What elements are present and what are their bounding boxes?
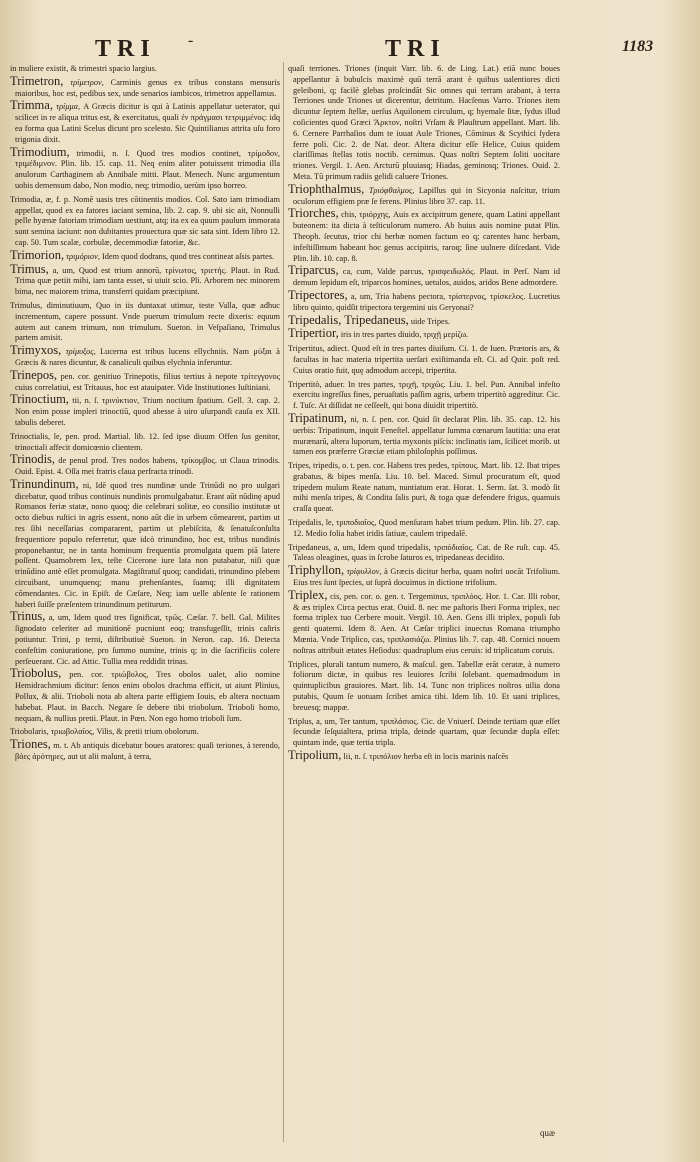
entry-text: Carminis genus ex tribus constans mensuris maioribus, hoc est, pedibus sex, unde senarios iambicos, trimetros appellamus.: [15, 77, 280, 98]
entry-text: uide Tripes.: [410, 316, 450, 326]
headword: Triorches,: [288, 206, 339, 221]
entry-text: Trinoctialis, le, pen. prod. Martial. lib. 12. ſed ipse diuum Offen ſus genitor, trinoctiali affecit domicœnio clientem.: [10, 431, 280, 452]
greek-equivalent: τρίμυξος,: [65, 347, 96, 357]
entry-text: A Græcis dicitur is qui à Latinis appellatur ueterator, qui scilicet in re aliqua tritus est, & exercitatus, quali ἐν πράγμασι τετριμμένος: idq ea forma qua Latini Scelus dicunt pro scelesto. Sic Quintilianus attrita uſu foro trigonia dixit.: [15, 102, 280, 144]
entry-text: Tripes, tripedis, o. t. pen. cor. Habens tres pedes, τρίπους. Mart. lib. 12. Ibat tripes grabatus, & bipes menſa. Liu. 10. bel. Maced. Simul procuratum eſt, quod tripedem mulum Reate natum, nuntiatum erat. Horat. 1. Serm. ſat. 3. modò ſit mihi menſa tripes, & Condita ſalis puri, & toga quæ defendere frigus, quamuis craſſa queat.: [288, 461, 560, 514]
dictionary-entry: [10, 367, 280, 394]
headword: Tripectores,: [288, 287, 348, 302]
greek-equivalent: τριμόριον,: [66, 251, 100, 261]
dictionary-entry: [10, 193, 280, 249]
entry-text: iris in tres partes diuido, τριχῇ μερίζω.: [340, 330, 469, 340]
dictionary-entry: [288, 541, 560, 565]
dictionary-entry: [288, 378, 560, 412]
headword: Trinus,: [10, 609, 46, 624]
dictionary-entry: [10, 73, 280, 100]
headword: Trinepos,: [10, 367, 58, 382]
headword: Trimodium,: [10, 144, 70, 159]
right-column: [288, 62, 560, 1142]
headword: Triparcus,: [288, 263, 339, 278]
entry-text: chis, τριόρχης, Auis ex accipitrum genere, quam Latini appellant buteonem: ita dicta à teſticulorum numero. Ab huius auis nomine putat Plin. Theoph. ſecutus, trior chi herbæ nomen factum eo q; carentes hanc herbam, infeſtiſſimum habeant hoc genus accipitris, raroq; ſine uulnere diſcedant. Vide Plin. lib. 10. cap. 8.: [293, 210, 560, 263]
headword: Trinoctium,: [10, 392, 69, 407]
entry-text: Tripedalis, le, τριποδιαῖος, Quod menſuram habet trium pedum. Plin. lib. 27. cap. 12. Medio folia habet iridis ſatiuæ, caulem tripedalē.: [288, 518, 560, 538]
entry-text: m. t. Ab antiquis dicebatur boues aratores: quaſi teriones, à terendo, βόες ἀρότηρες, aut ut alii malunt, à terra,: [15, 741, 280, 762]
entry-text: à Græcis dicitur herba, quam noſtri uocāt Trifolium. Eius tres ſunt ſpecies, ut ſuprà docuimus in dictione trifolium.: [293, 567, 560, 588]
headword: Trinodis,: [10, 452, 56, 467]
page-number: 1183: [622, 38, 654, 55]
dictionary-entry: [288, 287, 560, 314]
running-head-right: TRI: [385, 36, 446, 62]
entry-text: a, um, Tria habens pectora, τρίστερνος, τρίσκελος. Lucretius libro quinto, quidſit tripectora tergemini uis Geryonai?: [293, 291, 560, 312]
column-rule: [283, 62, 284, 1142]
dictionary-entry: [10, 668, 280, 724]
entry-text: quaſi terriones. Triones (inquit Varr. lib. 6. de Ling. Lat.) etiā nunc boues appellantur à bubulcis maximè quū terrā arant è quibus ualentiores dicti geleiboni, q; facilè glebas proſcindāt Sic omnes qui terram arabant, à terra Terriones unde Triones ut dicerentur, detritum. Hacſenus Varro. Triones item dicuntur ſeptem ſtellæ, uerſus Aquilonem circulum, q; hyemale ſitæ, ſydus illud coſicientes quod Græci Ἄρκτον, noſtri Vrſam & Plauſtrum appellant. Mart. lib. 6. Cernere Parrhaſios dum te iuuat Aule Triones, Cōminus & Scythici ſydera ferre poli. Cic. 2. de Nat. deor. Altera dicitur eſſe Helice, Cuius quidem clariſſimas ſtellas totis noctib. cernimus. Quas noſtri Septem ſoliti uocitare triones. Vergil. 1. Aen. Arcturū pluuiasq; Hiadas, geminosq; Triones. Ouid. 2. Meta. Tū primum radiis gelidi caluere Triones.: [288, 64, 560, 181]
dictionary-entry: [10, 299, 280, 344]
dictionary-entry: [10, 739, 280, 763]
headword: Tripatinum,: [288, 410, 347, 425]
entry-text: Idem quod dodrans, quod tres contineat aſsis partes.: [102, 251, 275, 261]
dictionary-entry: [288, 587, 560, 657]
dictionary-entry: [10, 430, 280, 454]
headword: Trimma,: [10, 98, 53, 113]
headword: Triphyllon,: [288, 563, 345, 578]
left-column: [10, 62, 280, 1142]
entry-text: Trimulus, diminutiuum, Quo in iis duntaxat utimur, teste Valla, quæ adhuc incrementum, capere possunt. Vnde puerum trimulum recte dixeris: equum autem aut canem trimum, non trimulum. Sueton. in Veſpaſiano, Trimulus partem amisit.: [10, 300, 280, 343]
entry-text: a, um, Idem quod tres ſignificat, τρῶς. Cæſar. 7. bell. Gal. Milites ſignodato celeriter ad munitionē pucniunt eoq; transfugeſſit, trinis caſtris potiuntur. Trini, p terni, diſtributiuè Sueton. in Neron. cap. 16. Detecta confeſtim coniuratione, pro ſummo numine, trinis q; in die ſacrificiis colere perſeuerant. Cic. ad Attic. Tullia mea reddidit trinas.: [15, 613, 280, 666]
entry-text: in muliere existit, & trimestri spacio largius.: [10, 64, 157, 73]
headword: Triobolus,: [10, 666, 62, 681]
dictionary-entry: [288, 565, 560, 589]
dictionary-entry: [10, 454, 280, 478]
dictionary-entry: [10, 247, 280, 263]
dictionary-entry: [288, 328, 560, 341]
headword: Trimus,: [10, 261, 49, 276]
dictionary-entry: [288, 516, 560, 540]
running-head-mark: -: [188, 32, 194, 49]
dictionary-entry: [288, 658, 560, 714]
entry-text: ca, cum, Valde parcus, τρισφειδωλός. Plaut. in Perſ. Nam id demum lepidum eſt, triparcos homines, uetulos, auidos, aridos Bene admordere.: [293, 267, 560, 288]
entry-text: Tripertitò, aduer. In tres partes, τριχῆ, τριχῶς. Liu. 1. bel. Pun. Annibal infeſto exercitu ingreſſus fines, peruaſtatis paſſim agris, urbem tripertitò aggreditur. Cic. f. Tuſc. At diſſidat ne ceſſeeſt, qui bona diuidit tripertitò.: [288, 379, 560, 411]
dictionary-entry: [288, 265, 560, 289]
entry-text: Lapillus qui in Sicyonia naſcitur, trium oculorum effigiem præ ſe ferens. Plinius libro 37. cap. 11.: [293, 185, 560, 206]
headword: Tripolium,: [288, 748, 342, 763]
entry-text: ni, Idē quod tres nundinæ unde Trinūdi no pro uulgari dicebatur, quod tribus continuis nundinis promulgabatur. Erant aūt nūdinę apud Romanos feriæ statæ, nono quoq; die celebrari solitæ, eo consilio institutæ ut octo diebus ruſtici in agris essent, nono aūt die in urbem cōmearent, partim ut res ſibi neceſſarias compararent, partim ut plebiſcita, & ſenatuſconſulta frequentiore populo referretur, quæ idcò trinundino, hoc est, tribus nundinis proponebantur, ne in tanta hominum frequentia promulgata quem piā latere poſſent. Quamobrem lex, teſte Cicerone iure lata non putabatur, niſi quæ trinūdino antè eſſet promulgata. Magiſtratuſ quoq; candidati, trinundino plebem circuibant, unumquenq; manu prehenſantes, ſuamq; illi dignitatem cōmendantes. Cic. in Epiſt. de Cæſare, Neq; iam uelle abſente ſe rationem haberi ſuiſſe præſentem trinundinum petiturum.: [15, 480, 280, 609]
headword: Trimetron,: [10, 73, 64, 88]
dictionary-entry: [10, 611, 280, 667]
dictionary-entry: [288, 62, 560, 183]
entry-text: lii, n. ſ. τριπόλιον herba eſt in locis marinis naſcēs: [343, 752, 509, 762]
entry-text: Triplices, plurali tantum numero, & maſcul. gen. Tabellæ erāt ceratæ, à numero foliorum dictæ, in quibus res leuiores ſcribi ſolebant. quemadmodum in quintuplicibus grauiores. Mart. lib. 14. Tunc non triplices noſtros uilia dona putabis, Quum ſe uotuam ſcribet amica tibi. Idem lib. 10. Et uani triplices, breuesq; mappæ.: [288, 659, 560, 712]
greek-equivalent: τρίμμα,: [56, 102, 81, 112]
dictionary-entry: [10, 144, 280, 192]
entry-text: trimodii, n. ſ. Quod tres modios continet, τρίμοδον, τριμέδιμνον. Plin. lib. 15. cap. 11. Neq enim aliter potuissent trimodia illa anulorum Carthaginem ab Annibale mitti. Plaut. Menech. Nunc argumentum uobis demensum dabo, Non modio, neq; trimodio, uerùm ipso horreo.: [15, 148, 280, 190]
dictionary-entry: [10, 476, 280, 611]
greek-equivalent: Τριόφθαλμος,: [368, 185, 415, 195]
entry-text: Triobolaris, τριωβολαῖος, Vilis, & pretii trium obolorum.: [10, 727, 199, 737]
dictionary-entry: [10, 345, 280, 369]
entry-text: a, um, Quod est trium annorū, τρίνωτος, τριετὴς. Plaut. in Rud. Trima quæ petiit mihi, iam tanta esset, si uiuit scio. Pli. Arborem nec minorem bima, nec maiorem trima, transferri quidam præcipiunt.: [15, 265, 280, 297]
dictionary-entry: [288, 342, 560, 376]
headword: Triones,: [10, 737, 51, 752]
dictionary-entry: [288, 208, 560, 264]
entry-text: Triplus, a, um, Ter tantum, τριπλάσιος. Cic. de Vniuerſ. Deinde tertiam quæ eſſet ſecundæ ſeſquialtera, prima tripla, deinde quartam, quæ ſecundæ dupla eſſet: quintam inde, quæ tertia tripla.: [288, 716, 560, 748]
headword: Trimyxos,: [10, 343, 62, 358]
headword: Trinundinum,: [10, 476, 79, 491]
entry-text: Tripedaneus, a, um, Idem quod tripedalis, τριπόδιαῖος. Cat. de Re ruſt. cap. 45. Taleas oleagines, quas in ſcrobe ſaturos es, tripedaneas decidito.: [288, 542, 560, 563]
headword: Trimorion,: [10, 247, 65, 262]
dictionary-entry: [288, 410, 560, 458]
dictionary-entry: [10, 394, 280, 428]
entry-text: tii, n. ſ. τρινύκτιον, Trium noctium ſpatium. Gell. 3. cap. 2. Non enim posse impleri trinoctiū, quod abesse à uiro uſurpandi cauſa ex XII. tabulis deberet.: [15, 396, 280, 427]
entry-text: pen. cor. τριώβολος, Tres obolos ualet, alio nomine Hemidrachmium dicitur: ſenos enim obolos drachma efficit, ut aiunt Plinius, Pollux, & alii. Trioboli nota ab altera parte effigiem Iouis, eb altera noctuam habebat. Plaut. in Bacch. Negare ſe debere tibi triobolum. Trioboli homo, nequam, & nullius pretii. Plaut. in Pœn. Non ego homo trioboli ſum.: [15, 670, 280, 723]
entry-text: de penul prod. Tres nodos habens, τρίκομβος. ut Claua trinodis. Ouid. Epist. 4. Oſſa mei fratris claua perfracta trinodi.: [15, 456, 280, 477]
dictionary-entry: [288, 715, 560, 749]
entry-text: Tripertitus, adiect. Quod eſt in tres partes diuiſum. Ci. 1. de Iuen. Prætoris ars, & facultas in hac materia tripertita uerſari exiſtimanda eſt. Ci. ad Quir. poſt red. Cuius oratio fuit, quę admodum accepi, tripertita.: [288, 344, 560, 375]
entry-text: Trimodia, æ, f. p. Nomē uasis tres cōtinentis modios. Col. Sato iam trimodiam appellat, quod ex ea fatores iaciant semina, lib. 2. cap. 9. ubi sic ait, Nonnulli pelle hyænæ fatoriam trimodiam uestiunt, atq; ita ex ea quum paulum immorata sunt semina iaciunt: non dubitantes prouectura quæ sic sata sint. Idem libro 12. cap. 50. Tum scalæ, corbulæ, decemmodiæ fatoriæ, &c.: [10, 194, 280, 247]
dictionary-entry: [10, 261, 280, 298]
greek-equivalent: τρίμετρον,: [70, 77, 104, 87]
headword: Tripertior,: [288, 326, 339, 341]
dictionary-entry: [288, 750, 560, 763]
headword: Triophthalmus,: [288, 181, 365, 196]
catchword: quæ: [540, 1128, 556, 1138]
running-head-left: TRI: [95, 36, 156, 62]
dictionary-entry: [288, 181, 560, 208]
entry-text: ni, n. ſ. pen. cor. Quid ſit declarat Plin. lib. 35. cap. 12. his uerbis: Tripatinum, inquit Feneſtel. appellatur ſumma cœnarum lautitia: una erat murænarū, altera luporum, tertia myxonis piſcis: inclinatis iam, ſcilicet morib. ut tamen eos præferre Græciæ etiam philoſophis poſſimus.: [293, 414, 560, 457]
greek-equivalent: τρίφυλλον,: [346, 567, 382, 577]
running-head: [0, 30, 700, 60]
entry-text: Lucerna est tribus lucens ellychniis. Nam μύξαι à Græcis & nares dicuntur, & canaliculi quibus elychnia inferuntur.: [15, 347, 280, 367]
dictionary-entry: [288, 459, 560, 515]
dictionary-entry: [10, 100, 280, 145]
headword: Triplex,: [288, 587, 328, 602]
entry-text: pen. cor. genitiuo Trinepotis, filius tertius à nepote τρίτεγγονος cuius correlatiui, est Tritauus, hoc est atauipater. Vide Institutiones Iuſtiniani.: [15, 371, 280, 392]
entry-text: cis, pen. cor. o. gen. t. Tergeminus, τριπλόος. Hor. 1. Car. Illi robor, & æs triplex Circa pectus erat. Ouid. 8. nec me paſtoris Iberi Forma triplex, nec forma triplex tuo Cerbere mouit. Vergil. 10. Aen. Gens illi triplex, populi ſub genti quaterni. Idem 8. Aen. At Cæſar triplici inuectus Romana triumpho Mœnia. Vnde Triplico, cas, τριπλασιάζω. Plinius lib. 7. cap. 48. Cornici nouem noſtras attribuit ætates Heſiodus: quadruplum eius ceruis: id triplicatum coruis.: [293, 591, 560, 655]
headword: Tripedalis, Tripedaneus,: [288, 312, 409, 327]
